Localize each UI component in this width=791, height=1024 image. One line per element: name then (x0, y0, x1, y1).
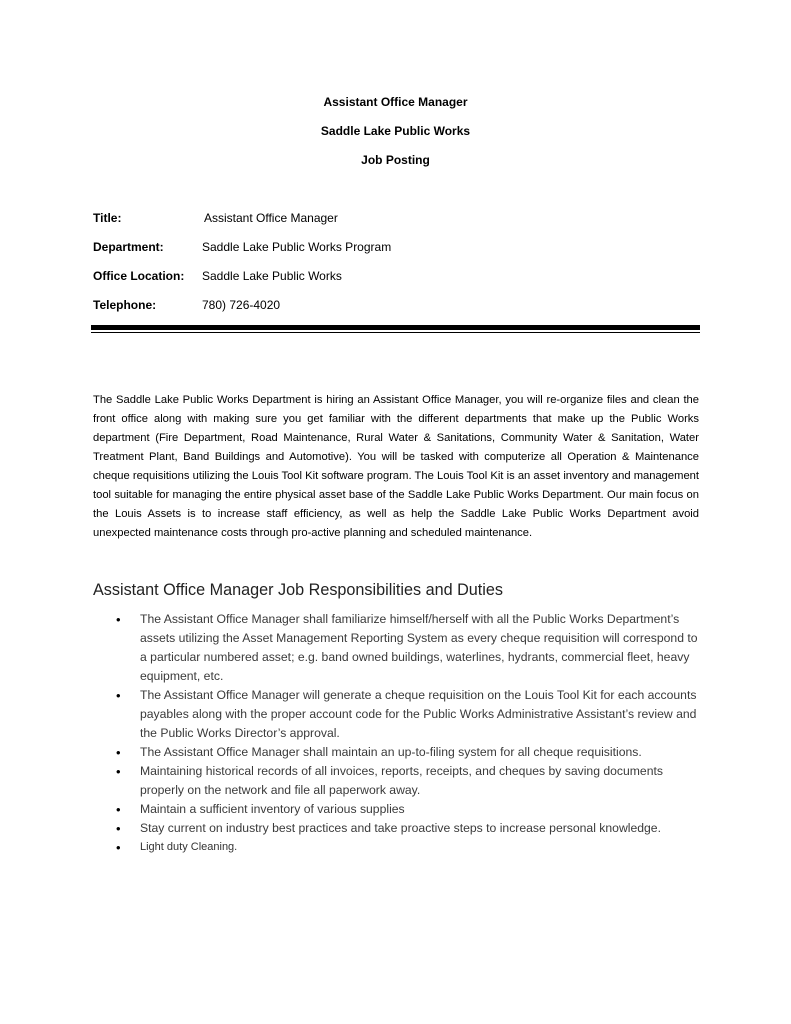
intro-paragraph: The Saddle Lake Public Works Department is hiring an Assistant Office Manager, you will re-organize files and clean the front office along with making sure you get familiar with the different departments that make up the Public Works department (Fire Department, Road Maintenance, Rural Water & Sanitations, Community Water & Sanitation, Water Treatment Plant, Band Buildings and Automotive). You will be tasked with computerize all Operation & Maintenance cheque requisitions utilizing the Louis Tool Kit software program. The Louis Tool Kit is an asset inventory and management tool suitable for managing the entire physical asset base of the Saddle Lake Public Works Department. Our main focus on the Louis Assets is to increase staff efficiency, as well as help the Saddle Lake Public Works Department avoid unexpected maintenance costs through pro-active planning and scheduled maintenance. (93, 394, 699, 539)
duty-item: • Stay current on industry best practices and take proactive steps to increase personal knowledge. (100, 819, 700, 838)
field-value-department: Saddle Lake Public Works Program (202, 240, 392, 254)
duty-item: • The Assistant Office Manager shall maintain an up-to-filing system for all cheque requisitions. (100, 743, 700, 762)
field-label-title: Title: (93, 211, 122, 225)
divider-thick (91, 325, 700, 330)
field-value-telephone: 780) 726-4020 (202, 298, 281, 312)
divider-thin (91, 332, 700, 333)
field-row-department (93, 239, 713, 255)
field-label-telephone: Telephone: (93, 298, 157, 312)
field-label-department: Department: (93, 240, 164, 254)
section-heading: Assistant Office Manager Job Responsibilities and Duties (93, 581, 503, 599)
field-value-location: Saddle Lake Public Works (202, 269, 342, 283)
duty-item: • Maintain a sufficient inventory of various supplies (100, 800, 700, 819)
field-label-location: Office Location: (93, 269, 185, 283)
header-line-2: Saddle Lake Public Works (320, 124, 471, 138)
duties-list (100, 610, 700, 857)
duty-item: • Maintaining historical records of all invoices, reports, receipts, and cheques by saving documents properly on the network and file all paperwork away. (100, 762, 700, 800)
field-row-title (93, 210, 713, 226)
duty-item: • The Assistant Office Manager shall familiarize himself/herself with all the Public Works Department’s assets utilizing the Asset Management Reporting System as every cheque requisition will correspond to a particular numbered asset; e.g. band owned buildings, waterlines, hydrants, commercial fleet, heavy equipment, etc. (100, 610, 700, 686)
header-line-1: Assistant Office Manager (323, 95, 468, 109)
field-row-telephone (93, 297, 713, 313)
duty-item: • The Assistant Office Manager will generate a cheque requisition on the Louis Tool Kit for each accounts payables along with the proper account code for the Public Works Administrative Assistant’s review and the Public Works Director’s approval. (100, 686, 700, 743)
duty-item: • Light duty Cleaning. (100, 838, 700, 857)
field-value-title: Assistant Office Manager (204, 211, 338, 225)
field-row-location (93, 268, 713, 284)
header-line-3: Job Posting (361, 153, 430, 167)
